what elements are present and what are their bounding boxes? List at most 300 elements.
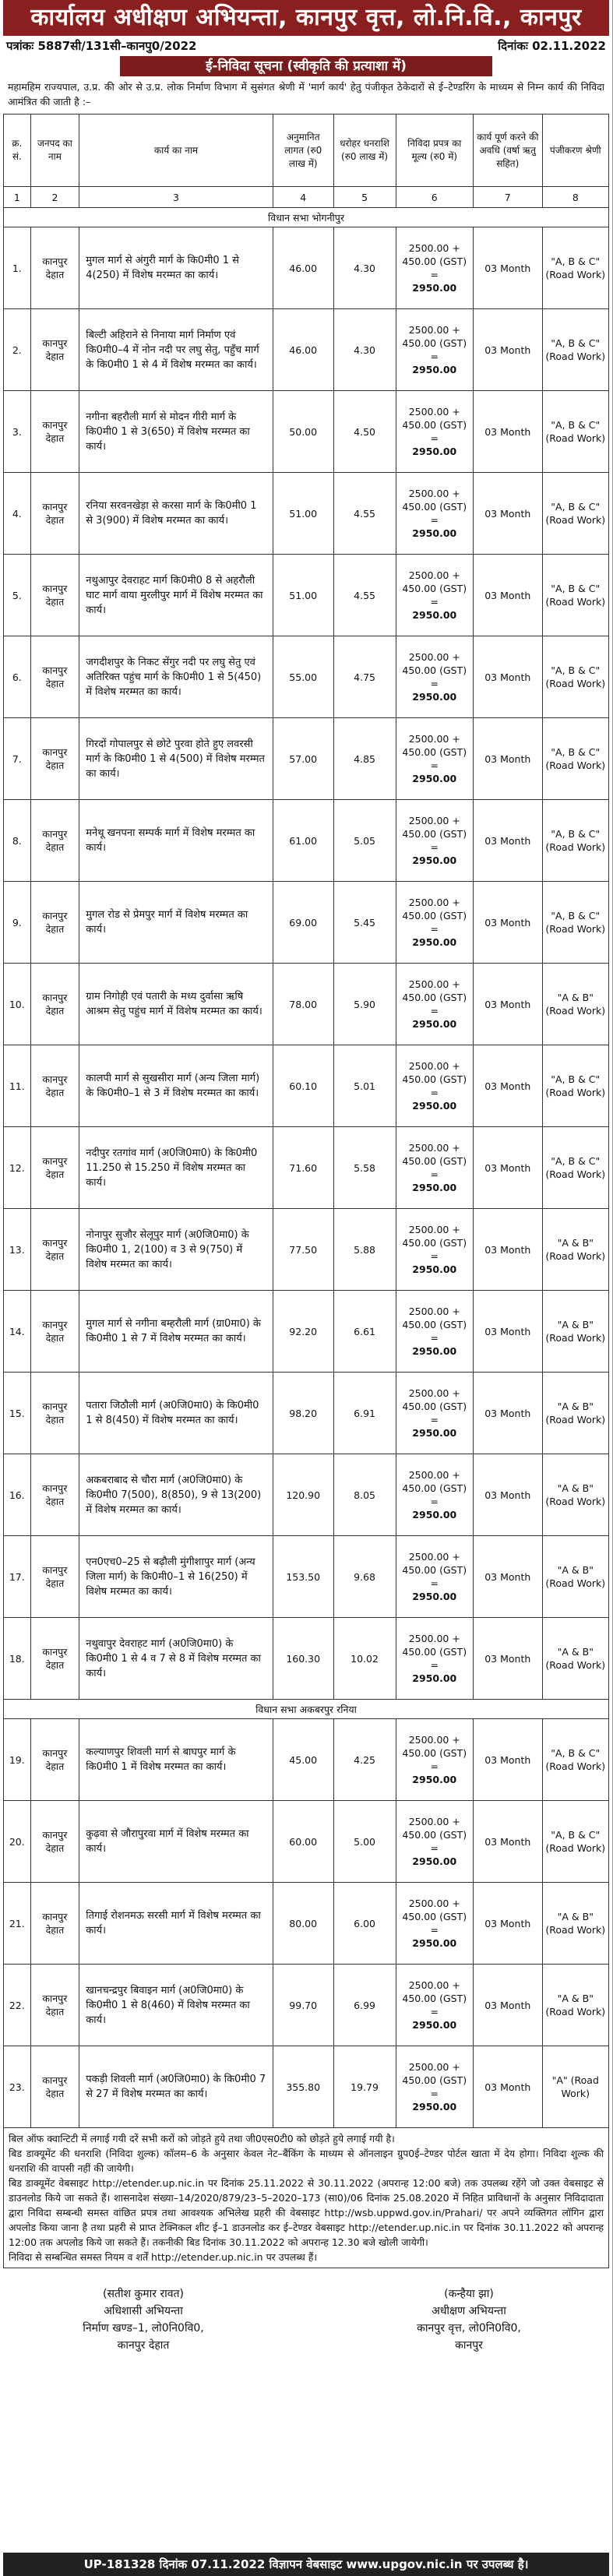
serial-number: 13. [4,1209,31,1291]
serial-number: 19. [4,1719,31,1801]
district-name: कानपुर देहात [30,964,79,1045]
header-period: कार्य पूर्ण करने की अवधि (वर्षा ऋतु सहित) [473,115,542,187]
district-name: कानपुर देहात [30,1536,79,1618]
tender-fee-part: 450.00 (GST) = [402,1237,467,1262]
tender-fee [396,555,473,636]
note-item: निविदा से सम्बन्धित समस्त नियम व शर्तें http://etender.up.nic.in पर उपलब्ध हैं। [9,2251,318,2263]
tender-fee-total: 2950.00 [412,1672,457,1684]
tender-fee [396,1454,473,1536]
tender-fee-part: 2500.00 + [408,569,460,581]
earnest-money: 8.05 [333,1454,396,1536]
registration-category: "A, B & C" (Road Work) [542,227,608,309]
table-row [4,391,609,473]
serial-number: 1. [4,227,31,309]
tender-fee-part: 2500.00 + [408,1060,460,1072]
earnest-money: 4.55 [333,555,396,636]
column-number: 7 [473,187,542,208]
district-name: कानपुर देहात [30,473,79,555]
tender-fee-part: 450.00 (GST) = [402,2074,467,2099]
column-number: 4 [273,187,333,208]
estimated-cost: 61.00 [273,800,333,882]
completion-period: 03 Month [473,1291,542,1373]
registration-category: "A, B & C" (Road Work) [542,309,608,391]
serial-number: 14. [4,1291,31,1373]
tender-fee-total: 2950.00 [412,1182,457,1193]
registration-category: "A, B & C" (Road Work) [542,636,608,718]
estimated-cost: 92.20 [273,1291,333,1373]
tender-fee [396,964,473,1045]
work-name: मनेथू खनपना सम्पर्क मार्ग में विशेष मरम्मत का कार्य। [79,800,273,882]
serial-number: 5. [4,555,31,636]
estimated-cost: 71.60 [273,1127,333,1209]
table-row [4,555,609,636]
tender-fee-part: 2500.00 + [408,242,460,254]
tender-fee-total: 2950.00 [412,446,457,457]
header-work: कार्य का नाम [79,115,273,187]
column-number: 5 [333,187,396,208]
registration-category: "A, B & C" (Road Work) [542,882,608,964]
table-row [4,1045,609,1127]
work-name: पकड़ी शिवली मार्ग (अ0जि0मा0) के कि0मी0 7 से 27 में विशेष मरम्मत का कार्य। [79,2046,273,2128]
tender-title: ई-निविदा सूचना (स्वीकृति की प्रत्याशा में) [120,56,492,76]
earnest-money: 6.99 [333,1965,396,2046]
signatory-office: निर्माण खण्ड–1, लो0नि0वि0, [83,2322,204,2335]
district-name: कानपुर देहात [30,555,79,636]
signatory-office: कानपुर वृत्त, लो0नि0वि0, [417,2322,521,2335]
section-title: विधान सभा अकबरपुर रनिया [4,1700,609,1719]
column-number: 2 [30,187,79,208]
tender-fee [396,227,473,309]
tender-fee-part: 2500.00 + [408,488,460,499]
registration-category: "A, B & C" (Road Work) [542,800,608,882]
tender-fee-part: 2500.00 + [408,1306,460,1317]
signatory-place: कानपुर देहात [117,2339,170,2352]
column-number: 8 [542,187,608,208]
table-row [4,636,609,718]
district-name: कानपुर देहात [30,1209,79,1291]
table-row [4,1883,609,1965]
tender-fee-part: 450.00 (GST) = [402,1829,467,1854]
tender-fee-part: 450.00 (GST) = [402,664,467,689]
district-name: कानपुर देहात [30,636,79,718]
table-row [4,718,609,800]
earnest-money: 5.00 [333,1801,396,1883]
tender-fee-part: 2500.00 + [408,1734,460,1746]
table-row [4,1801,609,1883]
registration-category: "A, B & C" (Road Work) [542,473,608,555]
work-name: खानचन्द्रपुर बिवाइन मार्ग (अ0जि0मा0) के कि0मी0 1 से 8(460) में विशेष मरम्मत का कार्य। [79,1965,273,2046]
tender-fee-part: 2500.00 + [408,1816,460,1827]
work-name: मुगल रोड से प्रेमपुर मार्ग में विशेष मरम्मत का कार्य। [79,882,273,964]
serial-number: 4. [4,473,31,555]
completion-period: 03 Month [473,1801,542,1883]
completion-period: 03 Month [473,1965,542,2046]
registration-category: "A & B" (Road Work) [542,1209,608,1291]
earnest-money: 5.58 [333,1127,396,1209]
estimated-cost: 77.50 [273,1209,333,1291]
earnest-money: 4.25 [333,1719,396,1801]
registration-category: "A & B" (Road Work) [542,1883,608,1965]
tender-fee-part: 2500.00 + [408,1469,460,1481]
registration-category: "A, B & C" (Road Work) [542,1719,608,1801]
tender-fee-total: 2950.00 [412,1427,457,1439]
works-table [3,114,609,2128]
tender-fee [396,1719,473,1801]
district-name: कानपुर देहात [30,882,79,964]
completion-period: 03 Month [473,882,542,964]
tender-fee-total: 2950.00 [412,609,457,621]
work-name: पतारा जिठौली मार्ग (अ0जि0मा0) के कि0मी0 1 से 8(450) में विशेष मरम्मत का कार्य। [79,1373,273,1454]
serial-number: 18. [4,1618,31,1700]
work-name: नगीना बहरौली मार्ग से मोदन गीरी मार्ग के कि0मी0 1 से 3(650) में विशेष मरम्मत का कार्य। [79,391,273,473]
tender-fee-part: 2500.00 + [408,651,460,663]
table-row [4,1536,609,1618]
table-row [4,964,609,1045]
tender-fee-total: 2950.00 [412,527,457,539]
completion-period: 03 Month [473,555,542,636]
tender-fee-total: 2950.00 [412,773,457,784]
earnest-money: 4.30 [333,309,396,391]
tender-fee-part: 2500.00 + [408,1979,460,1991]
district-name: कानपुर देहात [30,1883,79,1965]
district-name: कानपुर देहात [30,1965,79,2046]
registration-category: "A, B & C" (Road Work) [542,555,608,636]
tender-fee-part: 2500.00 + [408,1142,460,1154]
completion-period: 03 Month [473,1883,542,1965]
note-item: बिड डाक्यूमेंट की धनराशि (निविदा शुल्क) कॉलम–6 के अनुसार केवल नेट–बैंकिंग के माध्यम से ऑनलाइन ग्रुप0ई–टेण्डर पोर्टल खाता में देय होगा। निविदा शुल्क की धनराशि की वापसी नहीं की जायेगी। [9,2148,604,2174]
table-row [4,1719,609,1801]
estimated-cost: 355.80 [273,2046,333,2128]
tender-fee [396,1618,473,1700]
completion-period: 03 Month [473,1127,542,1209]
table-header-row [4,115,609,187]
tender-fee-total: 2950.00 [412,2101,457,2113]
tender-fee-total: 2950.00 [412,364,457,375]
work-name: मुगल मार्ग से अंगुरी मार्ग के कि0मी0 1 से 4(250) में विशेष मरम्मत का कार्य। [79,227,273,309]
earnest-money: 6.00 [333,1883,396,1965]
work-name: गिरदों गोपालपुर से छोटे पुरवा होते हुए लवरसी मार्ग के कि0मी0 1 से 4(500) में विशेष मरम्मत का कार्य। [79,718,273,800]
tender-fee-part: 450.00 (GST) = [402,828,467,853]
earnest-money: 4.75 [333,636,396,718]
tender-fee-total: 2950.00 [412,855,457,866]
table-row [4,882,609,964]
table-row [4,473,609,555]
table-row [4,227,609,309]
district-name: कानपुर देहात [30,1045,79,1127]
completion-period: 03 Month [473,1454,542,1536]
district-name: कानपुर देहात [30,1618,79,1700]
district-name: कानपुर देहात [30,1373,79,1454]
completion-period: 03 Month [473,2046,542,2128]
signatory-name: (सतीश कुमार रावत) [102,2288,184,2300]
serial-number: 11. [4,1045,31,1127]
tender-fee-part: 450.00 (GST) = [402,337,467,362]
estimated-cost: 153.50 [273,1536,333,1618]
registration-category: "A, B & C" (Road Work) [542,391,608,473]
earnest-money: 4.30 [333,227,396,309]
completion-period: 03 Month [473,964,542,1045]
work-name: नदीपुर रतगांव मार्ग (अ0जि0मा0) के कि0मी0 11.250 से 15.250 में विशेष मरम्मत का कार्य। [79,1127,273,1209]
tender-fee-total: 2950.00 [412,936,457,948]
registration-category: "A & B" (Road Work) [542,1618,608,1700]
tender-fee-total: 2950.00 [412,1100,457,1112]
district-name: कानपुर देहात [30,1127,79,1209]
signature-right [352,2285,586,2354]
registration-category: "A & B" (Road Work) [542,1965,608,2046]
serial-number: 9. [4,882,31,964]
work-name: ग्राम निगोही एवं पतारी के मध्य दुर्वासा ऋषि आश्रम सेतु पहुंच मार्ग में विशेष मरम्मत का कार्य। [79,964,273,1045]
registration-category: "A & B" (Road Work) [542,1291,608,1373]
serial-number: 20. [4,1801,31,1883]
note-item: बिल ऑफ क्वान्टिटी में लगाई गयी दरें सभी करों को जोड़ते हुये तथा जी0एस0टी0 को छोड़ते हुये लगाई गयी है। [9,2133,395,2144]
serial-number: 10. [4,964,31,1045]
district-name: कानपुर देहात [30,800,79,882]
work-name: जगदीशपुर के निकट सेंगुर नदी पर लघु सेतु एवं अतिरिक्त पहुंच मार्ग के कि0मी0 1 से 5(450) में विशेष मरम्मत का कार्य। [79,636,273,718]
completion-period: 03 Month [473,1536,542,1618]
tender-fee-total: 2950.00 [412,1345,457,1357]
intro-paragraph: महामहिम राज्यपाल, उ.प्र. की ओर से उ.प्र. लोक निर्माण विभाग में सुसंगत श्रेणी में 'मार्ग कार्य' हेतु पंजीकृत ठेकेदारों से ई–टेण्डरिंग के माध्यम से निम्न कार्य की निविदा आमंत्रित की जाती है :– [8,81,604,107]
tender-fee-total: 2950.00 [412,1855,457,1867]
registration-category: "A, B & C" (Road Work) [542,1127,608,1209]
estimated-cost: 99.70 [273,1965,333,2046]
tender-fee [396,1045,473,1127]
work-name: मुगल मार्ग से नगीना बम्हरौली मार्ग (ग्रा0मा0) के कि0मी0 1 से 7 में विशेष मरम्मत का कार्य। [79,1291,273,1373]
tender-fee-part: 2500.00 + [408,815,460,826]
tender-fee [396,1536,473,1618]
work-name: नथुवापुर देवराहट मार्ग (अ0जि0मा0) के कि0मी0 1 से 4 व 7 से 8 में विशेष मरम्मत का कार्य। [79,1618,273,1700]
completion-period: 03 Month [473,718,542,800]
tender-fee-part: 2500.00 + [408,1551,460,1563]
registration-category: "A, B & C" (Road Work) [542,1045,608,1127]
header-cost: अनुमानित लागत (रु0 लाख में) [273,115,333,187]
tender-fee [396,718,473,800]
earnest-money: 5.01 [333,1045,396,1127]
tender-fee-part: 450.00 (GST) = [402,1319,467,1344]
tender-fee-part: 450.00 (GST) = [402,255,467,280]
tender-fee-total: 2950.00 [412,1937,457,1949]
work-name: नथुआपुर देवराहट मार्ग कि0मी0 8 से अहरौली घाट मार्ग वाया मुरलीपुर मार्ग में विशेष मरम्मत का कार्य। [79,555,273,636]
notice-date: दिनांकः 02.11.2022 [498,39,606,53]
earnest-money: 6.61 [333,1291,396,1373]
serial-number: 8. [4,800,31,882]
serial-number: 16. [4,1454,31,1536]
tender-fee-part: 450.00 (GST) = [402,910,467,935]
estimated-cost: 160.30 [273,1618,333,1700]
tender-fee [396,391,473,473]
table-row [4,309,609,391]
work-name: कल्याणपुर शिवली मार्ग से बाघपुर मार्ग के कि0मी0 1 में विशेष मरम्मत का कार्य। [79,1719,273,1801]
serial-number: 17. [4,1536,31,1618]
completion-period: 03 Month [473,227,542,309]
earnest-money: 5.90 [333,964,396,1045]
registration-category: "A & B" (Road Work) [542,1536,608,1618]
tender-fee-total: 2950.00 [412,1018,457,1030]
earnest-money: 10.02 [333,1618,396,1700]
header-district: जनपद का नाम [30,115,79,187]
work-name: तिगाई रोशनमऊ सरसी मार्ग में विशेष मरम्मत का कार्य। [79,1883,273,1965]
estimated-cost: 80.00 [273,1883,333,1965]
completion-period: 03 Month [473,309,542,391]
tender-fee [396,1883,473,1965]
tender-fee-part: 450.00 (GST) = [402,1073,467,1098]
earnest-money: 19.79 [333,2046,396,2128]
completion-period: 03 Month [473,473,542,555]
estimated-cost: 46.00 [273,309,333,391]
serial-number: 2. [4,309,31,391]
registration-category: "A & B" (Road Work) [542,1454,608,1536]
completion-period: 03 Month [473,1618,542,1700]
table-row [4,2046,609,2128]
table-row [4,800,609,882]
completion-period: 03 Month [473,636,542,718]
completion-period: 03 Month [473,800,542,882]
tender-fee-part: 450.00 (GST) = [402,1993,467,2017]
tender-fee-part: 450.00 (GST) = [402,1401,467,1425]
office-title: कार्यालय अधीक्षण अभियन्ता, कानपुर वृत्त, लो.नि.वि., कानपुर [3,0,609,36]
tender-fee-total: 2950.00 [412,1774,457,1785]
tender-fee [396,1209,473,1291]
column-number: 6 [396,187,473,208]
tender-fee-part: 450.00 (GST) = [402,583,467,608]
header-emd: धरोहर धनराशि (रु0 लाख में) [333,115,396,187]
tender-fee [396,2046,473,2128]
earnest-money: 6.91 [333,1373,396,1454]
table-row [4,1291,609,1373]
column-number: 3 [79,187,273,208]
district-name: कानपुर देहात [30,1719,79,1801]
registration-category: "A & B" (Road Work) [542,964,608,1045]
signatory-designation: अधीक्षण अभियन्ता [432,2305,506,2317]
district-name: कानपुर देहात [30,1291,79,1373]
tender-fee [396,1965,473,2046]
table-row [4,1965,609,2046]
earnest-money: 4.50 [333,391,396,473]
tender-fee-part: 450.00 (GST) = [402,1747,467,1772]
reference-number: पत्रांकः 5887सी/131सी–कानपु0/2022 [6,39,197,53]
estimated-cost: 46.00 [273,227,333,309]
estimated-cost: 55.00 [273,636,333,718]
signatory-name: (कन्हैया झा) [444,2288,494,2300]
tender-fee [396,800,473,882]
tender-fee-part: 450.00 (GST) = [402,992,467,1017]
tender-fee [396,1127,473,1209]
tender-fee-part: 2500.00 + [408,406,460,418]
earnest-money: 5.05 [333,800,396,882]
tender-fee [396,473,473,555]
tender-fee-total: 2950.00 [412,282,457,294]
tender-fee-part: 450.00 (GST) = [402,1482,467,1507]
tender-fee [396,882,473,964]
note-item: बिड डाक्यूमेंट वेबसाइट http://etender.up.nic.in पर दिनांक 25.11.2022 से 30.11.2022 (अपरान्ह 12:00 बजे) तक उपलब्ध रहेंगे जो उक्त वेबसाइट से डाउनलोड किये जा सकते हैं। शासनादेश संख्या–14/2020/879/23–5–2020–173 (सा0)/06 दिनांक 25.08.2020 में निहित प्राविधानों के अनुसार निविदादाता द्वारा निविदा सम्बन्धी समस्त वांछित प्रपत्र तथा आवश्यक अभिलेख प्रहरी की वेबसाइट http://wsb.uppwd.gov.in/Prahari/ पर अपने व्यक्तिगत लॉगिन द्वारा अपलोड किया जाना है तथा प्रहरी से प्राप्त टेक्निकल शीट ई–1 डाउनलोड कर ई–टेण्डर वेबसाइट http://etender.up.nic.in पर दिनांक 30.11.2022 को अपरान्ह 12:00 तक अपलोड किये जा सकते हैं। तकनीकी बिड दिनांक 30.11.2022 को अपरान्ह 12.30 बजे खोली जायेगी। [9,2177,604,2248]
reference-row [3,36,609,56]
tender-fee [396,636,473,718]
footer-bar: UP-181328 दिनांक 07.11.2022 विज्ञापन वेबसाइट www.upgov.nic.in पर उपलब्ध है। [3,2553,609,2576]
district-name: कानपुर देहात [30,391,79,473]
tender-fee-part: 2500.00 + [408,1898,460,1909]
section-row [4,208,609,227]
registration-category: "A, B & C" (Road Work) [542,718,608,800]
estimated-cost: 98.20 [273,1373,333,1454]
serial-number: 6. [4,636,31,718]
serial-number: 21. [4,1883,31,1965]
earnest-money: 5.45 [333,882,396,964]
estimated-cost: 51.00 [273,473,333,555]
header-fee: निविदा प्रपत्र का मूल्य (रु0 में) [396,115,473,187]
estimated-cost: 57.00 [273,718,333,800]
district-name: कानपुर देहात [30,309,79,391]
tender-fee [396,1291,473,1373]
column-number: 1 [4,187,31,208]
tender-fee-part: 450.00 (GST) = [402,1564,467,1589]
serial-number: 3. [4,391,31,473]
serial-number: 7. [4,718,31,800]
earnest-money: 9.68 [333,1536,396,1618]
work-name: कालपी मार्ग से सुखसीरा मार्ग (अन्य जिला मार्ग) के कि0मी0–1 से 3 में विशेष मरम्मत का कार्य। [79,1045,273,1127]
column-number-row [4,187,609,208]
district-name: कानपुर देहात [30,1801,79,1883]
tender-fee-part: 450.00 (GST) = [402,1646,467,1671]
estimated-cost: 60.10 [273,1045,333,1127]
tender-fee-part: 450.00 (GST) = [402,1155,467,1180]
tender-fee-total: 2950.00 [412,1509,457,1521]
header-sn: क्र. सं. [4,115,31,187]
tender-fee [396,1801,473,1883]
table-row [4,1454,609,1536]
tender-fee [396,1373,473,1454]
tender-fee-part: 2500.00 + [408,324,460,336]
tender-fee-part: 2500.00 + [408,1224,460,1235]
header-category: पंजीकरण श्रेणी [542,115,608,187]
section-title: विधान सभा भोगनीपुर [4,208,609,227]
tender-fee-part: 450.00 (GST) = [402,1911,467,1936]
district-name: कानपुर देहात [30,1454,79,1536]
section-row [4,1700,609,1719]
table-row [4,1618,609,1700]
tender-fee-part: 450.00 (GST) = [402,419,467,444]
estimated-cost: 45.00 [273,1719,333,1801]
completion-period: 03 Month [473,1373,542,1454]
work-name: नोनापुर सुजौर सेलूपुर मार्ग (अ0जि0मा0) के कि0मी0 1, 2(100) व 3 से 9(750) में विशेष मरम्मत का कार्य। [79,1209,273,1291]
estimated-cost: 51.00 [273,555,333,636]
tender-fee-part: 2500.00 + [408,733,460,745]
tender-fee-total: 2950.00 [412,2019,457,2031]
estimated-cost: 50.00 [273,391,333,473]
completion-period: 03 Month [473,1045,542,1127]
notes-block [3,2128,609,2268]
tender-fee-total: 2950.00 [412,691,457,703]
signature-left [26,2285,260,2354]
signatory-place: कानपुर [455,2339,483,2352]
estimated-cost: 60.00 [273,1801,333,1883]
earnest-money: 4.85 [333,718,396,800]
signature-row [3,2268,609,2354]
tender-fee-part: 2500.00 + [408,1387,460,1399]
table-row [4,1127,609,1209]
tender-fee-total: 2950.00 [412,1263,457,1275]
completion-period: 03 Month [473,1209,542,1291]
district-name: कानपुर देहात [30,2046,79,2128]
work-name: कुढ़वा से जौरापुरवा मार्ग में विशेष मरम्मत का कार्य। [79,1801,273,1883]
district-name: कानपुर देहात [30,227,79,309]
earnest-money: 4.55 [333,473,396,555]
work-name: अकबराबाद से चौरा मार्ग (अ0जि0मा0) के कि0मी0 7(500), 8(850), 9 से 13(200) में विशेष मरम्मत का कार्य। [79,1454,273,1536]
tender-fee-part: 2500.00 + [408,897,460,908]
tender-fee-total: 2950.00 [412,1591,457,1602]
estimated-cost: 78.00 [273,964,333,1045]
earnest-money: 5.88 [333,1209,396,1291]
work-name: बिल्टी अहिराने से निनाया मार्ग निर्माण एवं कि0मी0–4 में नोन नदी पर लघु सेतु, पहुँच मार्ग के कि0मी0 1 से 4 में विशेष मरम्मत का कार्य। [79,309,273,391]
tender-fee-part: 450.00 (GST) = [402,746,467,771]
